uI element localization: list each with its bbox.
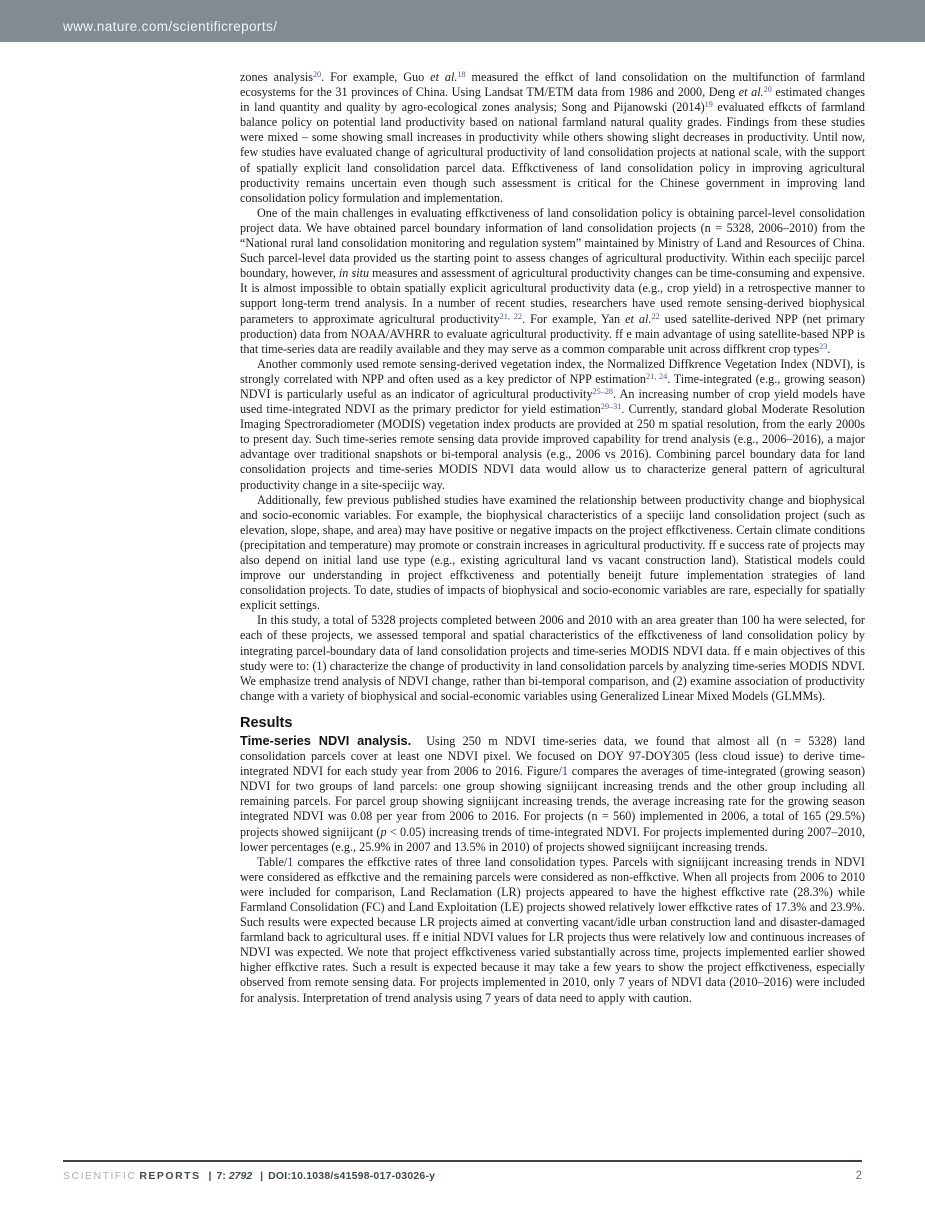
subsection-heading: Time-series NDVI analysis. <box>240 732 412 748</box>
volume-prefix: 7: <box>216 1170 226 1182</box>
text-run: Additionally, few previous published studies have examined the relationship between productivity change and biophysical and socio-economic variables. For example, the biophysical characteristics of a speciijc land consolidation project (such as elevation, slope, shape, and area) may have positive or negative impacts on the project effkctiveness. Certain climate conditions (precipitation and temperature) may promote or constrain increases in agricultural productivity. ff e success rate of projects may also depend on initial land use type (e.g., existing agricultural land vs vacant construction land). Statistical models could improve our understanding in project effkctiveness and potentially beneijt future implementation strategies of land consolidation projects. To date, studies of impacts of biophysical and socio-economic variables are rare, especially for spatially explicit settings. <box>240 492 865 613</box>
citation-ref[interactable]: 23 <box>819 341 828 351</box>
doi-text: DOI:10.1038/s41598-017-03026-y <box>268 1170 436 1182</box>
italic-text-run: et al. <box>625 311 652 326</box>
text-run: . Currently, standard global Moderate Resolution Imaging Spectroradiometer (MODIS) vegetation index products are provided at 250 m spatial resolution, from the early 2000s to present day. Such time-series remote sensing data provide improved capability for trend analysis (e.g., 2006–2016), a major advantage over traditional snapshots or bi-temporal analysis (e.g., 2006 vs 2016). Combining parcel boundary data for land consolidation projects and time-series MODIS NDVI data would allow us to characterize general pattern of agricultural productivity change in a site-speciijc way. <box>240 402 865 492</box>
text-run: compares the averages of time-integrated (growing season) NDVI for two groups of land parcels: one group showing signiijcant increasing trends and the other group including all remaining parcels. For parcel group showing signiijcant increasing trends, the average increasing rate for the growing season integrated NDVI was 0.08 per year from 2006 to 2016. For projects (n = 560) implemented in 2006, a total of 165 (29.5%) projects showed signiijcant ( <box>240 764 865 839</box>
text-run: measures and assessment of agricultural productivity changes can be time-consuming and expensive. It is almost impossible to obtain spatially explicit agricultural productivity data (e.g., crop yield) in a retrospective manner to support long-term trend analysis. In a number of recent studies, researchers have used remote sensing-derived biophysical parameters to approximate agricultural productivity <box>240 266 865 326</box>
text-run: . For example, Guo <box>321 70 431 84</box>
page-number: 2 <box>855 1170 862 1182</box>
citation-ref[interactable]: 21, 22 <box>499 311 523 321</box>
text-run: One of the main challenges in evaluating effkctiveness of land consolidation policy is obtaining parcel-level consolidation project data. We have obtained parcel boundary information of land consolidation projects (n = 5328, 2006–2010) from the “National rural land consolidation monitoring and regulation system” maintained by Ministry of Land and Resources of China. Such parcel-level data provided us the starting point to assess changes of agricultural productivity. Within each speciijc parcel boundary, however, <box>240 205 865 281</box>
text-run: . <box>827 341 831 356</box>
text-run: < 0.05) increasing trends of time-integrated NDVI. For projects implemented during 2007–2010, lower percentages (e.g., 25.9% in 2007 and 13.5% in 2010) of projects showed signiijcant increasing trends. <box>240 824 865 854</box>
journal-citation <box>63 1170 435 1182</box>
text-run: Using 250 m NDVI time-series data, we found that almost all (n = 5328) land consolidation parcels cover at least one NDVI pixel. We focused on DOY 97-DOY305 (less cloud issue) to derive time-integrated NDVI for each study year from 2006 to 2016. Figure/ <box>240 733 865 779</box>
italic-text-run: et al. <box>430 70 458 84</box>
citation-ref[interactable]: 20 <box>312 70 322 79</box>
text-run: evaluated effkcts of farmland balance policy on potential land productivity based on national farmland natural quality grades. Findings from these studies were mixed – some showing small increases in productivity while others showing slight decreases in productivity. Until now, few studies have evaluated change of agricultural productivity of land consolidation projects at national scale, with the support of spatially explicit land consolidation parcel data. Effkctiveness of land consolidation policy in improving agricultural productivity remains uncertain even though such assessment is critical for the Chinese government in improving land consolidation policy formulation and implementation. <box>240 100 865 205</box>
footer-separator: | <box>208 1170 212 1182</box>
paragraph <box>240 357 865 493</box>
italic-text-run: p <box>380 824 387 839</box>
paragraph <box>240 855 865 1006</box>
article-body <box>240 70 865 1006</box>
figure-table-link[interactable]: 1 <box>287 854 294 869</box>
paragraph <box>240 613 865 704</box>
text-run: . For example, Yan <box>522 311 626 326</box>
text-run: . Time-integrated (e.g., growing season) NDVI is particularly useful as an indicator of agricultural productivity <box>240 371 866 401</box>
text-run: In this study, a total of 5328 projects completed between 2006 and 2010 with an area greater than 100 ha were selected, for each of these projects, we assessed temporal and spatial characteristics of the effkctiveness of land consolidation policy by integrating parcel-boundary data of land consolidation projects and time-series MODIS NDVI data. ff e main objectives of this study were to: (1) characterize the change of productivity in land consolidation parcels by analyzing time-series MODIS NDVI. We emphasize trend analysis of NDVI change, rather than bi-temporal comparison, and (2) examine association of productivity change with a variety of biophysical and social-economic variables using Generalized Linear Mixed Models (GLMMs). <box>240 613 865 703</box>
text-run: compares the effkctive rates of three land consolidation types. Parcels with signiijcant increasing trends in NDVI were considered as effkctive and the remaining parcels were considered as non-effkctive. When all projects from 2006 to 2010 were included for comparison, Land Reclamation (LR) projects appeared to have the highest effkctive rate (28.3%) while Farmland Consolidation (FC) and Land Exploitation (LE) projects showed relatively lower effkctive rates of 17.3% and 23.9%. Such results were expected because LR projects aimed at converting vacant/idle urban construction land and disaster-damaged farmland back to agricultural uses. ff e initial NDVI values for LR projects thus were relatively low and continuous increases of NDVI was expected. We note that project effkctiveness varied substantially across time, projects implemented earlier showed higher effkctive rates. Such a result is expected because it may take a few years to show the project effkctiveness, especially observed from remote sensing data. For projects implemented in 2010, only 7 years of NDVI data (2010–2016) were included for analysis. Interpretation of trend analysis using 7 years of data need to apply with caution. <box>240 854 865 1005</box>
figure-table-link[interactable]: 1 <box>561 764 568 779</box>
journal-name-bold: REPORTS <box>139 1170 201 1182</box>
paragraph <box>240 206 865 357</box>
citation-ref[interactable]: 20 <box>763 85 772 95</box>
page-footer <box>63 1160 862 1182</box>
paragraph <box>240 733 865 855</box>
journal-name-light: SCIENTIFIC <box>63 1170 137 1182</box>
italic-text-run: in situ <box>338 266 370 281</box>
italic-text-run: et al. <box>738 85 764 100</box>
citation-ref[interactable]: 19 <box>704 100 713 110</box>
citation-ref[interactable]: 25–28 <box>592 386 614 396</box>
footer-separator: | <box>260 1170 264 1182</box>
citation-ref[interactable]: 29–31 <box>600 402 622 412</box>
article-number: 2792 <box>228 1170 253 1182</box>
paragraph <box>240 70 865 206</box>
section-heading: Results <box>240 714 293 731</box>
text-run: estimated changes in land quantity and quality by agro-ecological zones analysis; Song and Pijanowski (2014) <box>240 85 865 115</box>
journal-url: www.nature.com/scientificreports/ <box>63 19 278 34</box>
citation-ref[interactable]: 21, 24 <box>646 371 668 381</box>
text-run: zones analysis <box>240 70 313 84</box>
paragraph <box>240 493 865 614</box>
citation-ref[interactable]: 22 <box>651 311 660 321</box>
text-run: used satellite-derived NPP (net primary production) data from NOAA/AVHRR to evaluate agricultural productivity. ff e main advantage of using satellite-based NPP is that time-series data are readily available and they may serve as a common comparable unit across diffkrent crop types <box>240 311 865 356</box>
text-run: Table/ <box>257 854 288 869</box>
journal-header-bar <box>0 0 925 42</box>
text-run: . An increasing number of crop yield models have used time-integrated NDVI as the primary predictor for yield estimation <box>240 386 865 417</box>
text-run: Another commonly used remote sensing-derived vegetation index, the Normalized Diffkrence Vegetation Index (NDVI), is strongly correlated with NPP and often used as a key predictor of NPP estimation <box>240 356 865 386</box>
text-run: measured the effkct of land consolidation on the multifunction of farmland ecosystems for the 31 provinces of China. Using Landsat TM/ETM data from 1986 and 2000, Deng <box>240 70 866 100</box>
citation-ref[interactable]: 18 <box>457 70 466 79</box>
